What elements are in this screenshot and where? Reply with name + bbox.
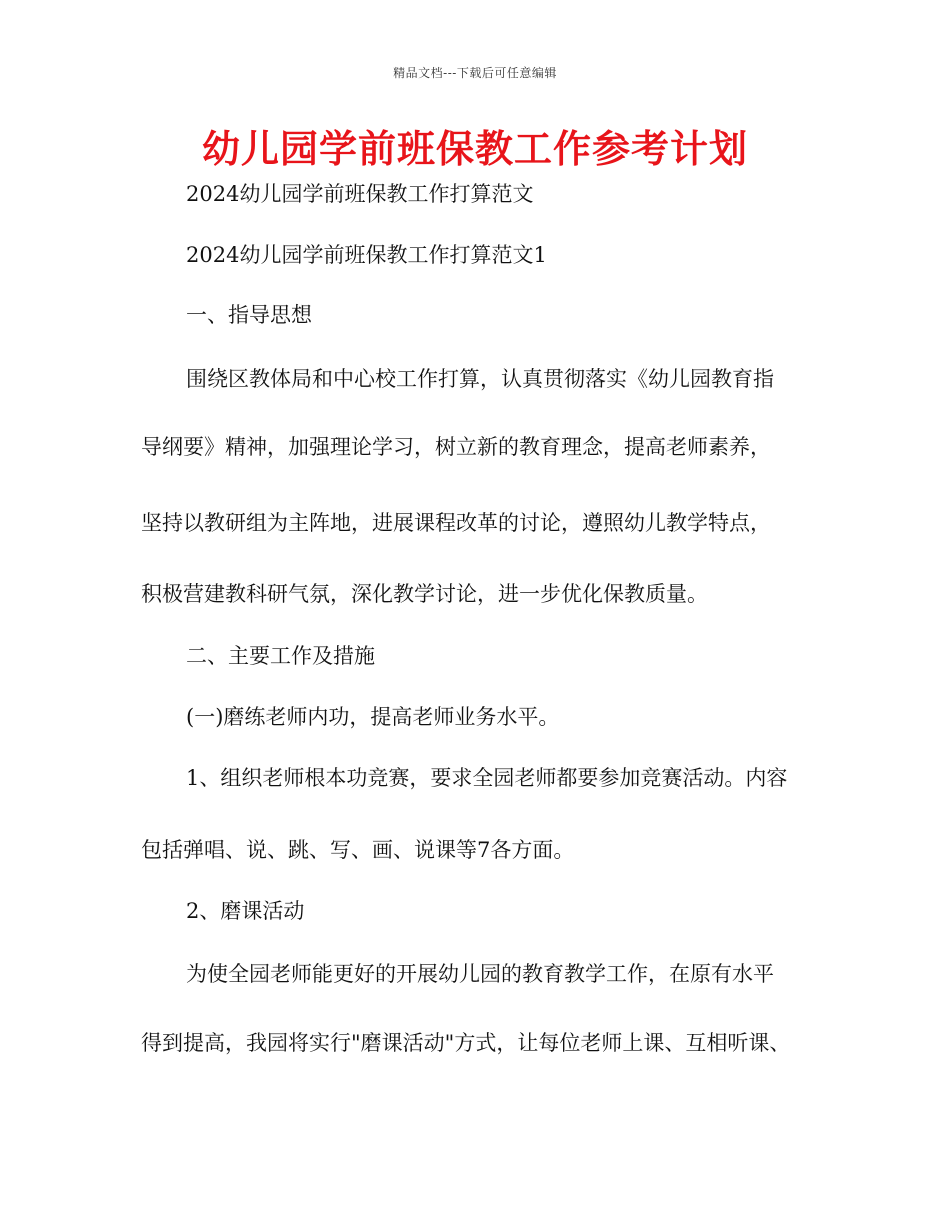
subheading-line: 2、磨课活动 bbox=[186, 899, 305, 923]
heading-main-work: 二、主要工作及措施 bbox=[186, 644, 375, 668]
paragraph-line: 得到提高，我园将实行"磨课活动"方式，让每位老师上课、互相听课、 bbox=[141, 1031, 791, 1055]
heading-guiding-thought: 一、指导思想 bbox=[186, 303, 312, 327]
paragraph-line: 1、组织老师根本功竞赛，要求全园老师都要参加竞赛活动。内容 bbox=[186, 766, 788, 790]
paragraph-line: 围绕区教体局和中心校工作打算，认真贯彻落实《幼儿园教育指 bbox=[186, 367, 774, 391]
subheading-line: (一)磨练老师内功，提高老师业务水平。 bbox=[186, 705, 560, 729]
subtitle-line: 2024幼儿园学前班保教工作打算范文 bbox=[186, 182, 534, 206]
paragraph-line: 导纲要》精神，加强理论学习，树立新的教育理念，提高老师素养， bbox=[141, 435, 771, 459]
document-title: 幼儿园学前班保教工作参考计划 bbox=[201, 127, 748, 171]
paragraph-line: 积极营建教科研气氛，深化教学讨论，进一步优化保教质量。 bbox=[141, 582, 708, 606]
section-heading-line: 2024幼儿园学前班保教工作打算范文1 bbox=[186, 243, 547, 267]
paragraph-line: 包括弹唱、说、跳、写、画、说课等7各方面。 bbox=[141, 838, 575, 862]
paragraph-line: 为使全园老师能更好的开展幼儿园的教育教学工作，在原有水平 bbox=[186, 962, 774, 986]
paragraph-line: 坚持以教研组为主阵地，进展课程改革的讨论，遵照幼儿教学特点， bbox=[141, 511, 771, 535]
header-note: 精品文档---下载后可任意编辑 bbox=[393, 66, 557, 80]
